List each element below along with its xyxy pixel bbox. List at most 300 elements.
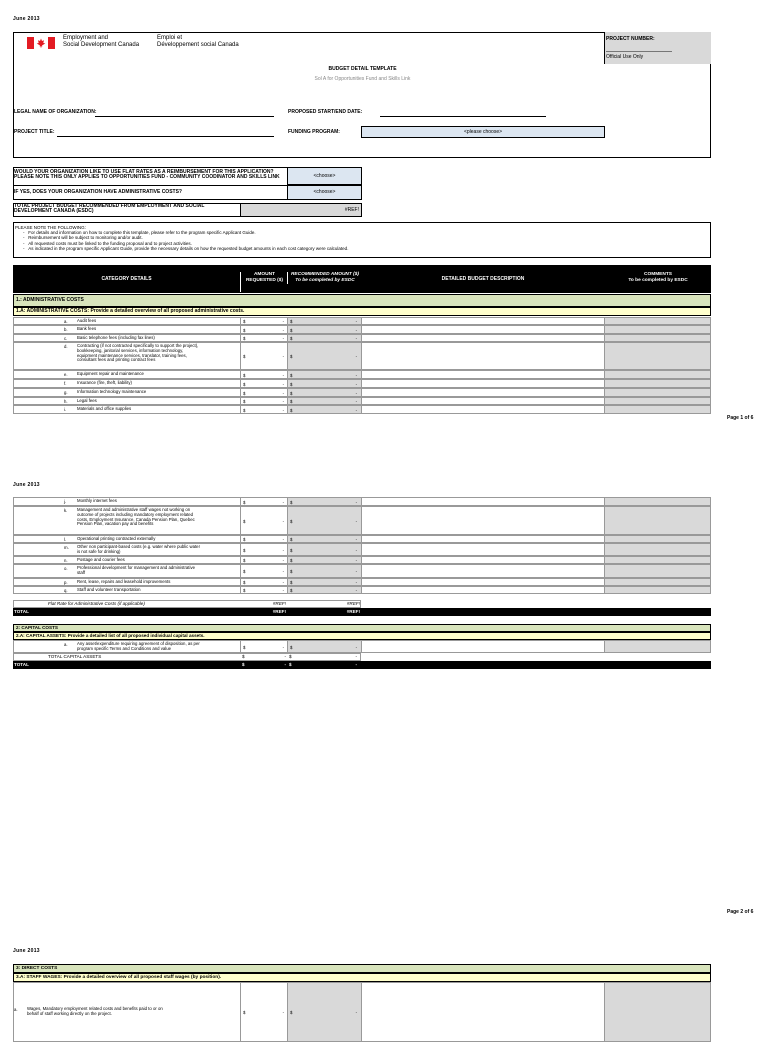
currency-symbol: $ — [243, 558, 246, 563]
amount-value: - — [282, 372, 284, 378]
header-amount-line-2: REQUESTED ($) — [245, 278, 284, 283]
comments-input[interactable] — [604, 388, 711, 397]
amount-value: - — [282, 518, 284, 524]
budget-description-input[interactable] — [361, 982, 605, 1042]
row-label-line: Rent, lease, repairs and leasehold improvements — [77, 579, 171, 584]
dept-en-line-1: Employment and — [63, 35, 109, 41]
comments-input[interactable] — [604, 497, 711, 506]
dept-fr-line-2: Développement social Canada — [157, 42, 239, 48]
comments-input[interactable] — [604, 397, 711, 405]
currency-symbol: $ — [243, 372, 246, 378]
recommended-value: - — [355, 654, 357, 659]
amount-requested-input[interactable] — [240, 334, 288, 342]
table-row — [13, 506, 711, 535]
recommended-value: - — [355, 372, 357, 378]
row-label — [77, 499, 227, 504]
category-cell — [13, 586, 241, 594]
recommended-amount-input[interactable] — [287, 342, 362, 370]
flat-rate-select[interactable]: <choose> — [287, 167, 362, 185]
comments-input[interactable] — [604, 379, 711, 388]
header-recommended-line-2: To be completed by ESDC — [295, 278, 355, 283]
category-cell — [13, 543, 241, 556]
amount-requested-input[interactable] — [240, 586, 288, 594]
dept-en-line-2: Social Development Canada — [63, 42, 140, 48]
currency-symbol: $ — [243, 390, 246, 396]
amount-value: - — [282, 537, 284, 542]
comments-input[interactable] — [604, 982, 711, 1042]
total-budget-label-line-2: DEVELOPMENT CANADA (ESDC) — [14, 208, 94, 214]
recommended-value: - — [355, 580, 357, 585]
start-end-date-field[interactable] — [380, 116, 546, 117]
row-label-line: Pension Plan, vacation pay and benefits — [77, 521, 154, 527]
table-row — [13, 497, 711, 506]
row-label — [77, 566, 227, 576]
amount-requested-input[interactable] — [240, 342, 288, 370]
section-3a-title: 3.A: STAFF WAGES: Provide a detailed overview of all proposed staff wages (by position). — [13, 973, 711, 982]
section-2-total-row — [13, 661, 711, 669]
row-label-line: Other non participant-based costs (e.g. water where public water — [77, 544, 201, 549]
header-recommended — [287, 272, 362, 284]
currency-symbol: $ — [290, 399, 293, 404]
recommended-value: - — [355, 537, 357, 542]
currency-symbol: $ — [243, 499, 246, 505]
budget-description-input[interactable] — [361, 535, 605, 543]
currency-symbol: $ — [242, 654, 245, 659]
row-letter: g. — [64, 390, 68, 395]
amount-value: - — [284, 662, 286, 667]
header-category: CATEGORY DETAILS — [101, 276, 152, 282]
page-subtitle: Sol A for Opportunities Fund and Skills Link — [314, 76, 411, 82]
amount-value: - — [282, 354, 284, 359]
project-title-field[interactable] — [57, 136, 274, 137]
amount-value: - — [282, 588, 284, 593]
row-letter: j. — [64, 499, 67, 504]
comments-input[interactable] — [604, 578, 711, 586]
row-label — [77, 390, 227, 395]
comments-input[interactable] — [604, 370, 711, 379]
amount-value: - — [282, 336, 284, 341]
currency-symbol: $ — [290, 336, 293, 341]
header-comments-line-2: To be completed by ESDC — [628, 278, 688, 283]
row-label — [77, 558, 227, 563]
table-row — [13, 334, 711, 342]
amount-value: - — [282, 399, 284, 404]
row-label-line: Postage and courier fees — [77, 557, 125, 562]
category-cell — [13, 405, 241, 414]
row-label — [77, 399, 227, 404]
category-cell — [13, 325, 241, 334]
recommended-amount-input[interactable] — [287, 497, 362, 506]
flat-rate-question-line-1: WOULD YOUR ORGANIZATION LIKE TO USE FLAT RATES AS A REIMBURSEMENT FOR THIS APPLICATION? — [14, 169, 274, 175]
recommended-amount-input[interactable] — [287, 640, 362, 653]
currency-symbol: $ — [290, 1010, 293, 1015]
recommended-value: - — [355, 1010, 357, 1015]
header-description: DETAILED BUDGET DESCRIPTION — [441, 276, 525, 282]
amount-requested-input[interactable] — [240, 535, 288, 543]
comments-input[interactable] — [604, 405, 711, 414]
total-capital-assets-label: TOTAL CAPITAL ASSETS — [48, 654, 102, 659]
comments-input[interactable] — [604, 342, 711, 370]
date-label: June 2013 — [13, 482, 40, 488]
recommended-value: - — [355, 518, 357, 524]
currency-symbol: $ — [290, 319, 293, 324]
currency-symbol: $ — [243, 580, 246, 585]
row-letter: p. — [64, 580, 68, 585]
currency-symbol: $ — [290, 372, 293, 378]
category-cell — [13, 578, 241, 586]
note-item: - As indicated in the program specific Applicant Guide, provide the necessary details on how the requested budget amounts in each cost category were calculated. — [23, 245, 349, 251]
notes-list — [15, 225, 348, 251]
amount-requested-input[interactable] — [240, 556, 288, 564]
row-label — [77, 319, 227, 324]
row-label-line: equipment maintenance services, translator, training fees, — [77, 352, 187, 358]
currency-symbol: $ — [290, 588, 293, 593]
table-row — [13, 982, 711, 1042]
project-title-label: PROJECT TITLE: — [14, 129, 55, 135]
recommended-amount-input[interactable] — [287, 506, 362, 535]
flat-rate-question-line-2: PLEASE NOTE THIS ONLY APPLIES TO OPPORTUNITIES FUND - COMMUNITY COODINATOR AND SKILLS LINK — [14, 174, 280, 180]
recommended-value: - — [355, 644, 357, 650]
budget-description-input[interactable] — [361, 506, 605, 535]
row-letter: a. — [64, 642, 68, 647]
currency-symbol: $ — [290, 518, 293, 524]
recommended-value: - — [355, 662, 357, 667]
row-label-line: Bank fees — [77, 326, 97, 331]
comments-input[interactable] — [604, 556, 711, 564]
amount-requested-input[interactable] — [240, 506, 288, 535]
currency-symbol: $ — [243, 588, 246, 593]
budget-description-input[interactable] — [361, 317, 605, 325]
row-label — [77, 327, 227, 332]
recommended-amount-input[interactable] — [287, 556, 362, 564]
section-1-total-recommended: #REF! — [346, 609, 360, 614]
recommended-amount-input[interactable] — [287, 982, 362, 1042]
budget-description-input[interactable] — [361, 397, 605, 405]
section-2-title: 2: CAPITAL COSTS — [13, 624, 711, 632]
amount-requested-input[interactable] — [240, 564, 288, 578]
budget-description-input[interactable] — [361, 556, 605, 564]
row-label-line: Equipment repair and maintenance — [77, 371, 144, 376]
row-label-line: Wages, Mandatory employment related costs and benefits paid to or on — [27, 1006, 163, 1011]
row-label-line: Staff and volunteer transportation — [77, 587, 141, 592]
row-label — [77, 344, 227, 363]
recommended-value: - — [355, 569, 357, 574]
comments-input[interactable] — [604, 535, 711, 543]
recommended-amount-input[interactable] — [287, 379, 362, 388]
row-label-line: Any asset/expenditure requiring agreement of disposition, as per — [77, 641, 200, 646]
recommended-value: - — [355, 336, 357, 341]
legal-name-field[interactable] — [95, 116, 274, 117]
row-letter: q. — [64, 588, 68, 593]
row-letter: f. — [64, 381, 67, 386]
row-label-line: consultant fees and printing contract fees — [77, 357, 156, 363]
start-end-date-label: PROPOSED START/END DATE: — [288, 109, 363, 115]
category-cell — [13, 388, 241, 397]
category-cell — [13, 397, 241, 405]
amount-value: - — [282, 644, 284, 650]
header-comments — [605, 272, 711, 284]
row-letter: c. — [64, 336, 68, 341]
funding-program-select[interactable]: <please choose> — [361, 126, 605, 138]
row-letter: b. — [64, 327, 68, 332]
row-label — [77, 381, 227, 386]
row-label — [77, 336, 227, 341]
header-amount-line-1: AMOUNT — [253, 272, 276, 277]
amount-value: - — [282, 580, 284, 585]
table-row — [13, 543, 711, 556]
budget-description-input[interactable] — [361, 497, 605, 506]
row-label — [77, 580, 227, 585]
table-row — [13, 578, 711, 586]
currency-symbol: $ — [289, 662, 292, 667]
recommended-amount-input[interactable] — [287, 388, 362, 397]
table-row — [13, 640, 711, 653]
admin-costs-question: IF YES, DOES YOUR ORGANIZATION HAVE ADMINISTRATIVE COSTS? — [14, 189, 182, 195]
row-label-line: Basic telephone fees (including fax lines) — [77, 335, 155, 340]
currency-symbol: $ — [290, 558, 293, 563]
amount-value: - — [282, 390, 284, 396]
table-row — [13, 564, 711, 578]
table-row — [13, 317, 711, 325]
recommended-value: - — [355, 327, 357, 333]
amount-value: - — [282, 319, 284, 324]
currency-symbol: $ — [242, 662, 245, 667]
budget-description-input[interactable] — [361, 640, 605, 653]
currency-symbol: $ — [243, 336, 246, 341]
row-letter: n. — [64, 558, 68, 563]
page-number: Page 2 of 6 — [727, 909, 754, 915]
category-cell — [13, 564, 241, 578]
table-row — [13, 325, 711, 334]
amount-requested-input[interactable] — [240, 397, 288, 405]
section-1a-title: 1.A: ADMINISTRATIVE COSTS: Provide a detailed overview of all proposed administrative costs. — [13, 307, 711, 316]
budget-description-input[interactable] — [361, 586, 605, 594]
table-row — [13, 379, 711, 388]
currency-symbol: $ — [290, 327, 293, 333]
amount-requested-input[interactable] — [240, 388, 288, 397]
canada-flag-icon — [27, 37, 55, 49]
flat-rate-label: Flat Rate for Administrative Costs (if applicable) — [48, 601, 145, 606]
category-cell — [13, 317, 241, 325]
currency-symbol: $ — [243, 327, 246, 333]
dept-fr-line-1: Emploi et — [157, 35, 183, 41]
amount-value: - — [282, 547, 284, 553]
comments-input[interactable] — [604, 317, 711, 325]
category-cell — [13, 640, 241, 653]
flat-rate-question — [14, 170, 280, 180]
amount-value: - — [282, 558, 284, 563]
row-label-line: Audit fees — [77, 318, 97, 323]
recommended-amount-input[interactable] — [287, 405, 362, 414]
recommended-value: - — [355, 558, 357, 563]
row-letter: o. — [64, 566, 68, 571]
table-row — [13, 405, 711, 414]
row-label — [77, 508, 227, 527]
category-cell — [13, 506, 241, 535]
row-letter: m. — [64, 545, 69, 550]
table-row — [13, 556, 711, 564]
section-3-title: 3: DIRECT COSTS — [13, 964, 711, 973]
admin-costs-select[interactable]: <choose> — [287, 185, 362, 200]
row-label-line: Information technology maintenance — [77, 389, 147, 394]
page-number: Page 1 of 6 — [727, 415, 754, 421]
amount-requested-input[interactable] — [240, 325, 288, 334]
comments-input[interactable] — [604, 564, 711, 578]
total-budget-value: #REF! — [240, 203, 362, 217]
currency-symbol: $ — [243, 354, 246, 359]
currency-symbol: $ — [243, 407, 246, 413]
category-cell — [13, 342, 241, 370]
section-1-title: 1.: ADMINISTRATIVE COSTS — [13, 294, 711, 307]
category-cell — [13, 379, 241, 388]
budget-description-input[interactable] — [361, 405, 605, 414]
currency-symbol: $ — [290, 569, 293, 574]
table-row — [13, 397, 711, 405]
row-label-line: staff — [77, 569, 86, 575]
currency-symbol: $ — [243, 1010, 246, 1015]
section-1-total-row — [13, 608, 711, 616]
recommended-amount-input[interactable] — [287, 325, 362, 334]
recommended-amount-input[interactable] — [287, 535, 362, 543]
budget-description-input[interactable] — [361, 342, 605, 370]
project-number-label: PROJECT NUMBER: — [606, 36, 655, 42]
amount-requested-input[interactable] — [240, 405, 288, 414]
row-label-line: Operational printing contracted externally — [77, 536, 156, 541]
row-letter: i. — [64, 407, 67, 412]
amount-requested-input[interactable] — [240, 543, 288, 556]
budget-description-input[interactable] — [361, 564, 605, 578]
department-name-en — [63, 35, 139, 49]
flat-rate-recommended: #REF! — [346, 601, 360, 606]
comments-input[interactable] — [604, 640, 711, 653]
note-item: - For details and information on how to complete this template, please refer to the program specific Applicant Guide. — [23, 230, 256, 236]
amount-value: - — [282, 407, 284, 413]
recommended-value: - — [355, 499, 357, 505]
row-label-line: Professional development for management and administrative — [77, 565, 195, 570]
currency-symbol: $ — [243, 547, 246, 553]
recommended-amount-input[interactable] — [287, 543, 362, 556]
amount-requested-input[interactable] — [240, 317, 288, 325]
amount-requested-input[interactable] — [240, 370, 288, 379]
category-cell — [13, 334, 241, 342]
currency-symbol: $ — [290, 580, 293, 585]
row-label-line: Monthly internet fees — [77, 498, 117, 503]
table-row — [13, 342, 711, 370]
comments-input[interactable] — [604, 325, 711, 334]
funding-program-label: FUNDING PROGRAM: — [288, 129, 340, 135]
currency-symbol: $ — [290, 499, 293, 505]
recommended-amount-input[interactable] — [287, 397, 362, 405]
amount-value: - — [284, 654, 286, 659]
currency-symbol: $ — [290, 354, 293, 359]
recommended-value: - — [355, 381, 357, 387]
total-budget-label-line-1: TOTAL PROJECT BUDGET RECOMMENDED FROM EMPLOYMENT AND SOCIAL — [14, 203, 205, 209]
row-label-line: behalf of staff working directly on the project. — [27, 1010, 112, 1016]
row-letter: d. — [64, 344, 68, 349]
comments-input[interactable] — [604, 334, 711, 342]
table-row — [13, 388, 711, 397]
recommended-amount-input[interactable] — [287, 564, 362, 578]
row-letter: a. — [14, 1007, 18, 1012]
project-number-field[interactable] — [606, 51, 672, 52]
row-label-line: costs, Employment Insurance, Canada Pension Plan, Quebec — [77, 516, 195, 522]
comments-input[interactable] — [604, 586, 711, 594]
currency-symbol: $ — [243, 319, 246, 324]
row-label-line: program specific Terms and Conditions and value — [77, 645, 172, 651]
amount-requested-input[interactable] — [240, 379, 288, 388]
table-row — [13, 370, 711, 379]
row-label-line: Insurance (fire, theft, liability) — [77, 380, 132, 385]
budget-description-input[interactable] — [361, 325, 605, 334]
recommended-amount-input[interactable] — [287, 578, 362, 586]
date-label: June 2013 — [13, 16, 40, 22]
amount-requested-input[interactable] — [240, 497, 288, 506]
amount-requested-input[interactable] — [240, 982, 288, 1042]
recommended-value: - — [355, 354, 357, 359]
table-row — [13, 535, 711, 543]
amount-requested-input[interactable] — [240, 640, 288, 653]
currency-symbol: $ — [290, 390, 293, 396]
recommended-amount-input[interactable] — [287, 317, 362, 325]
currency-symbol: $ — [243, 381, 246, 387]
section-2a-title: 2.A: CAPITAL ASSETS: Provide a detailed list of all proposed individual capital assets. — [13, 632, 711, 640]
budget-description-input[interactable] — [361, 334, 605, 342]
amount-requested-input[interactable] — [240, 578, 288, 586]
currency-symbol: $ — [243, 537, 246, 542]
row-label — [77, 372, 227, 377]
department-name-fr — [157, 35, 239, 49]
flat-rate-amount: #REF! — [272, 601, 286, 606]
section-1-total-label: TOTAL — [14, 609, 29, 614]
row-label-line: Legal fees — [77, 398, 97, 403]
recommended-amount-input[interactable] — [287, 370, 362, 379]
amount-value: - — [282, 381, 284, 387]
row-label — [77, 537, 227, 542]
amount-value: - — [282, 569, 284, 574]
header-comments-line-1: COMMENTS — [644, 272, 672, 277]
comments-input[interactable] — [604, 543, 711, 556]
recommended-amount-input[interactable] — [287, 334, 362, 342]
recommended-value: - — [355, 407, 357, 413]
date-label: June 2013 — [13, 948, 40, 954]
row-label-line: is not safe for drinking) — [77, 548, 121, 554]
section-1-total-amount: #REF! — [272, 609, 286, 614]
amount-value: - — [282, 1010, 284, 1015]
row-letter: h. — [64, 399, 68, 404]
comments-input[interactable] — [604, 506, 711, 535]
table-row — [13, 586, 711, 594]
currency-symbol: $ — [243, 569, 246, 574]
section-2-total-label: TOTAL — [14, 662, 29, 667]
recommended-amount-input[interactable] — [287, 586, 362, 594]
currency-symbol: $ — [290, 381, 293, 387]
page-title: BUDGET DETAIL TEMPLATE — [328, 66, 397, 72]
currency-symbol: $ — [290, 644, 293, 650]
category-cell — [13, 497, 241, 506]
row-letter: k. — [64, 508, 68, 513]
budget-description-input[interactable] — [361, 578, 605, 586]
official-use-label: Official Use Only — [606, 54, 644, 60]
row-letter: l. — [64, 537, 67, 542]
budget-description-input[interactable] — [361, 370, 605, 379]
row-label-line: Management and administrative staff wages not working on — [77, 507, 191, 512]
category-cell — [13, 370, 241, 379]
budget-description-input[interactable] — [361, 543, 605, 556]
budget-description-input[interactable] — [361, 379, 605, 388]
row-label-line: bookkeeping, janitorial services, information technology, — [77, 347, 184, 353]
budget-description-input[interactable] — [361, 388, 605, 397]
total-budget-label — [14, 204, 204, 214]
